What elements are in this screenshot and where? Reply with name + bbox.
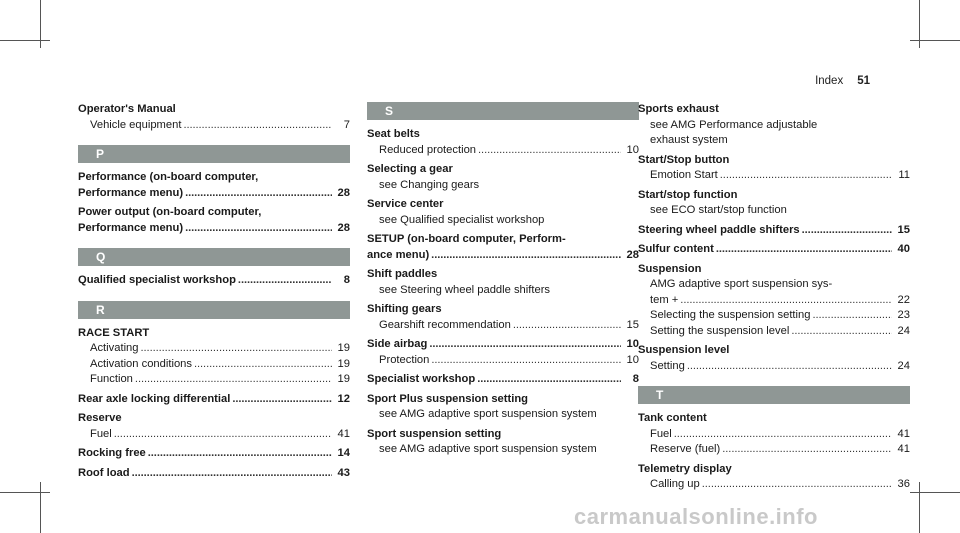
page-ref: 36 [897, 478, 910, 490]
see-reference[interactable]: see AMG adaptive sport suspension system [379, 443, 597, 455]
index-entry [367, 337, 639, 368]
page-ref: 19 [337, 357, 350, 370]
entry-heading: Service center [367, 198, 444, 210]
page-ref: 12 [337, 392, 350, 405]
entry-heading: Selecting a gear [367, 163, 453, 175]
page-ref: 15 [897, 223, 910, 236]
subentry-row[interactable]: Gearshift recommendation . . . 15 [367, 318, 639, 334]
entry-heading: Sport Plus suspension setting [367, 392, 528, 405]
index-entry [638, 462, 910, 493]
index-entry [367, 302, 639, 333]
index-entry [638, 153, 910, 184]
page-ref: 41 [337, 427, 350, 440]
page-ref: 8 [632, 373, 639, 385]
index-entry [78, 102, 350, 133]
subentry-row[interactable]: Selecting the suspension setting . . . 23 [638, 308, 910, 324]
crop-mark [40, 482, 41, 533]
entry-heading: SETUP (on-board computer, Perform- [367, 233, 566, 245]
page-ref: 24 [897, 324, 910, 337]
page-ref: 24 [897, 359, 910, 372]
crop-mark [910, 492, 960, 493]
crop-mark [910, 40, 960, 41]
header-title: Index [815, 75, 844, 87]
entry-heading: Power output (on-board computer, [78, 206, 262, 218]
entry-row[interactable]: Roof load . . . 43 [78, 466, 350, 482]
page-ref: 43 [337, 466, 350, 479]
crop-mark [919, 482, 920, 533]
subentry-row[interactable]: Fuel . . . 41 [78, 427, 350, 443]
index-entry [638, 223, 910, 239]
see-reference[interactable]: see Qualified specialist workshop [379, 213, 545, 226]
entry-heading: Shift paddles [367, 268, 438, 280]
letter-bar-r: R [78, 301, 350, 319]
index-entry [78, 446, 350, 462]
subentry-row[interactable]: Emotion Start . . . 11 [638, 168, 910, 184]
entry-heading: Sport suspension setting [367, 427, 502, 440]
index-entry [367, 162, 639, 193]
letter-bar-q: Q [78, 248, 350, 266]
index-entry [638, 411, 910, 458]
page-ref: 19 [337, 342, 350, 354]
see-reference-cont[interactable]: exhaust system [650, 134, 728, 146]
entry-heading: Telemetry display [638, 462, 732, 475]
page-ref: 40 [897, 243, 910, 255]
entry-row[interactable]: ance menu) . . . 28 [367, 248, 639, 264]
crop-mark [0, 492, 50, 493]
entry-heading: Sports exhaust [638, 103, 719, 115]
page-ref: 19 [337, 373, 350, 385]
page-ref: 28 [337, 186, 350, 199]
entry-heading: Start/stop function [638, 188, 738, 201]
subentry-text: AMG adaptive sport suspension sys- [650, 278, 833, 290]
letter-bar-s: S [367, 102, 639, 120]
entry-heading: Shifting gears [367, 303, 442, 315]
index-entry [78, 205, 350, 236]
subentry-row[interactable]: Calling up . . . 36 [638, 477, 910, 493]
see-reference[interactable]: see ECO start/stop function [650, 204, 787, 216]
subentry-row[interactable]: Protection . . . 10 [367, 353, 639, 369]
entry-row[interactable]: Steering wheel paddle shifters . . . 15 [638, 223, 910, 239]
index-entry [367, 232, 639, 263]
subentry-row[interactable]: Setting . . . 24 [638, 359, 910, 375]
entry-row[interactable]: Performance menu) . . . 28 [78, 186, 350, 202]
index-entry [638, 102, 910, 149]
page-ref: 28 [626, 248, 639, 261]
see-reference[interactable]: see AMG adaptive sport suspension system [379, 408, 597, 420]
subentry-row[interactable]: Reduced protection . . . 10 [367, 143, 639, 159]
index-entry [638, 262, 910, 340]
entry-heading: Tank content [638, 412, 707, 424]
subentry-row[interactable]: Fuel . . . 41 [638, 427, 910, 443]
entry-heading: Operator's Manual [78, 103, 176, 115]
entry-row[interactable]: Specialist workshop . . . 8 [367, 372, 639, 388]
index-entry [367, 127, 639, 158]
index-entry [367, 392, 639, 423]
entry-heading: Suspension level [638, 344, 730, 356]
entry-row[interactable]: Side airbag . . . 10 [367, 337, 639, 353]
entry-heading: Suspension [638, 262, 702, 275]
page-ref: 7 [343, 118, 350, 131]
entry-row[interactable]: Rear axle locking differential . . . 12 [78, 392, 350, 408]
page-ref: 22 [897, 293, 910, 306]
page-ref: 23 [897, 309, 910, 321]
index-column-2 [367, 102, 639, 462]
watermark: carmanualsonline.info [574, 504, 818, 529]
index-column-1 [78, 102, 350, 485]
index-entry [78, 411, 350, 442]
page-ref: 10 [626, 338, 639, 350]
page-ref: 41 [897, 427, 910, 440]
index-column-3 [638, 102, 910, 497]
index-entry [367, 197, 639, 228]
index-entry [78, 392, 350, 408]
page-ref: 41 [897, 443, 910, 455]
entry-heading: Performance (on-board computer, [78, 171, 259, 183]
see-reference[interactable]: see AMG Performance adjustable [650, 118, 818, 131]
page-ref: 15 [626, 318, 639, 331]
see-reference[interactable]: see Steering wheel paddle shifters [379, 283, 551, 296]
entry-heading: Reserve [78, 412, 122, 424]
entry-heading: Seat belts [367, 128, 420, 140]
page-ref: 14 [337, 447, 350, 459]
entry-row[interactable]: Qualified specialist workshop . . . 8 [78, 273, 350, 289]
page-ref: 11 [898, 169, 910, 181]
crop-mark [0, 40, 50, 41]
subentry-row[interactable]: Setting the suspension level . . . 24 [638, 324, 910, 340]
page-number: 51 [857, 75, 870, 87]
subentry-row[interactable]: Vehicle equipment . . . 7 [78, 118, 350, 134]
subentry-row[interactable]: Reserve (fuel) . . . 41 [638, 442, 910, 458]
index-entry [638, 188, 910, 219]
entry-row[interactable]: Performance menu) . . . 28 [78, 221, 350, 237]
index-entry [638, 242, 910, 258]
see-reference[interactable]: see Changing gears [379, 178, 480, 191]
letter-bar-p: P [78, 145, 350, 163]
page-ref: 10 [626, 353, 639, 366]
index-entry [78, 466, 350, 482]
subentry-row[interactable]: Activation conditions . . . 19 [78, 357, 350, 373]
subentry-row[interactable]: Function . . . 19 [78, 372, 350, 388]
subentry-row[interactable]: tem + . . . 22 [638, 293, 910, 309]
entry-heading: Start/Stop button [638, 153, 730, 166]
letter-bar-t: T [638, 386, 910, 404]
page-ref: 10 [626, 143, 639, 156]
index-entry [367, 267, 639, 298]
index-entry [638, 343, 910, 374]
index-entry [78, 326, 350, 388]
page-header [815, 75, 870, 87]
page-ref: 28 [337, 221, 350, 234]
index-entry [367, 372, 639, 388]
index-entry [367, 427, 639, 458]
subentry-row[interactable]: Activating . . . 19 [78, 341, 350, 357]
page-ref: 8 [343, 274, 350, 286]
index-entry [78, 273, 350, 289]
entry-row[interactable]: Sulfur content . . . 40 [638, 242, 910, 258]
index-entry [78, 170, 350, 201]
entry-row[interactable]: Rocking free . . . 14 [78, 446, 350, 462]
entry-heading: RACE START [78, 326, 150, 339]
